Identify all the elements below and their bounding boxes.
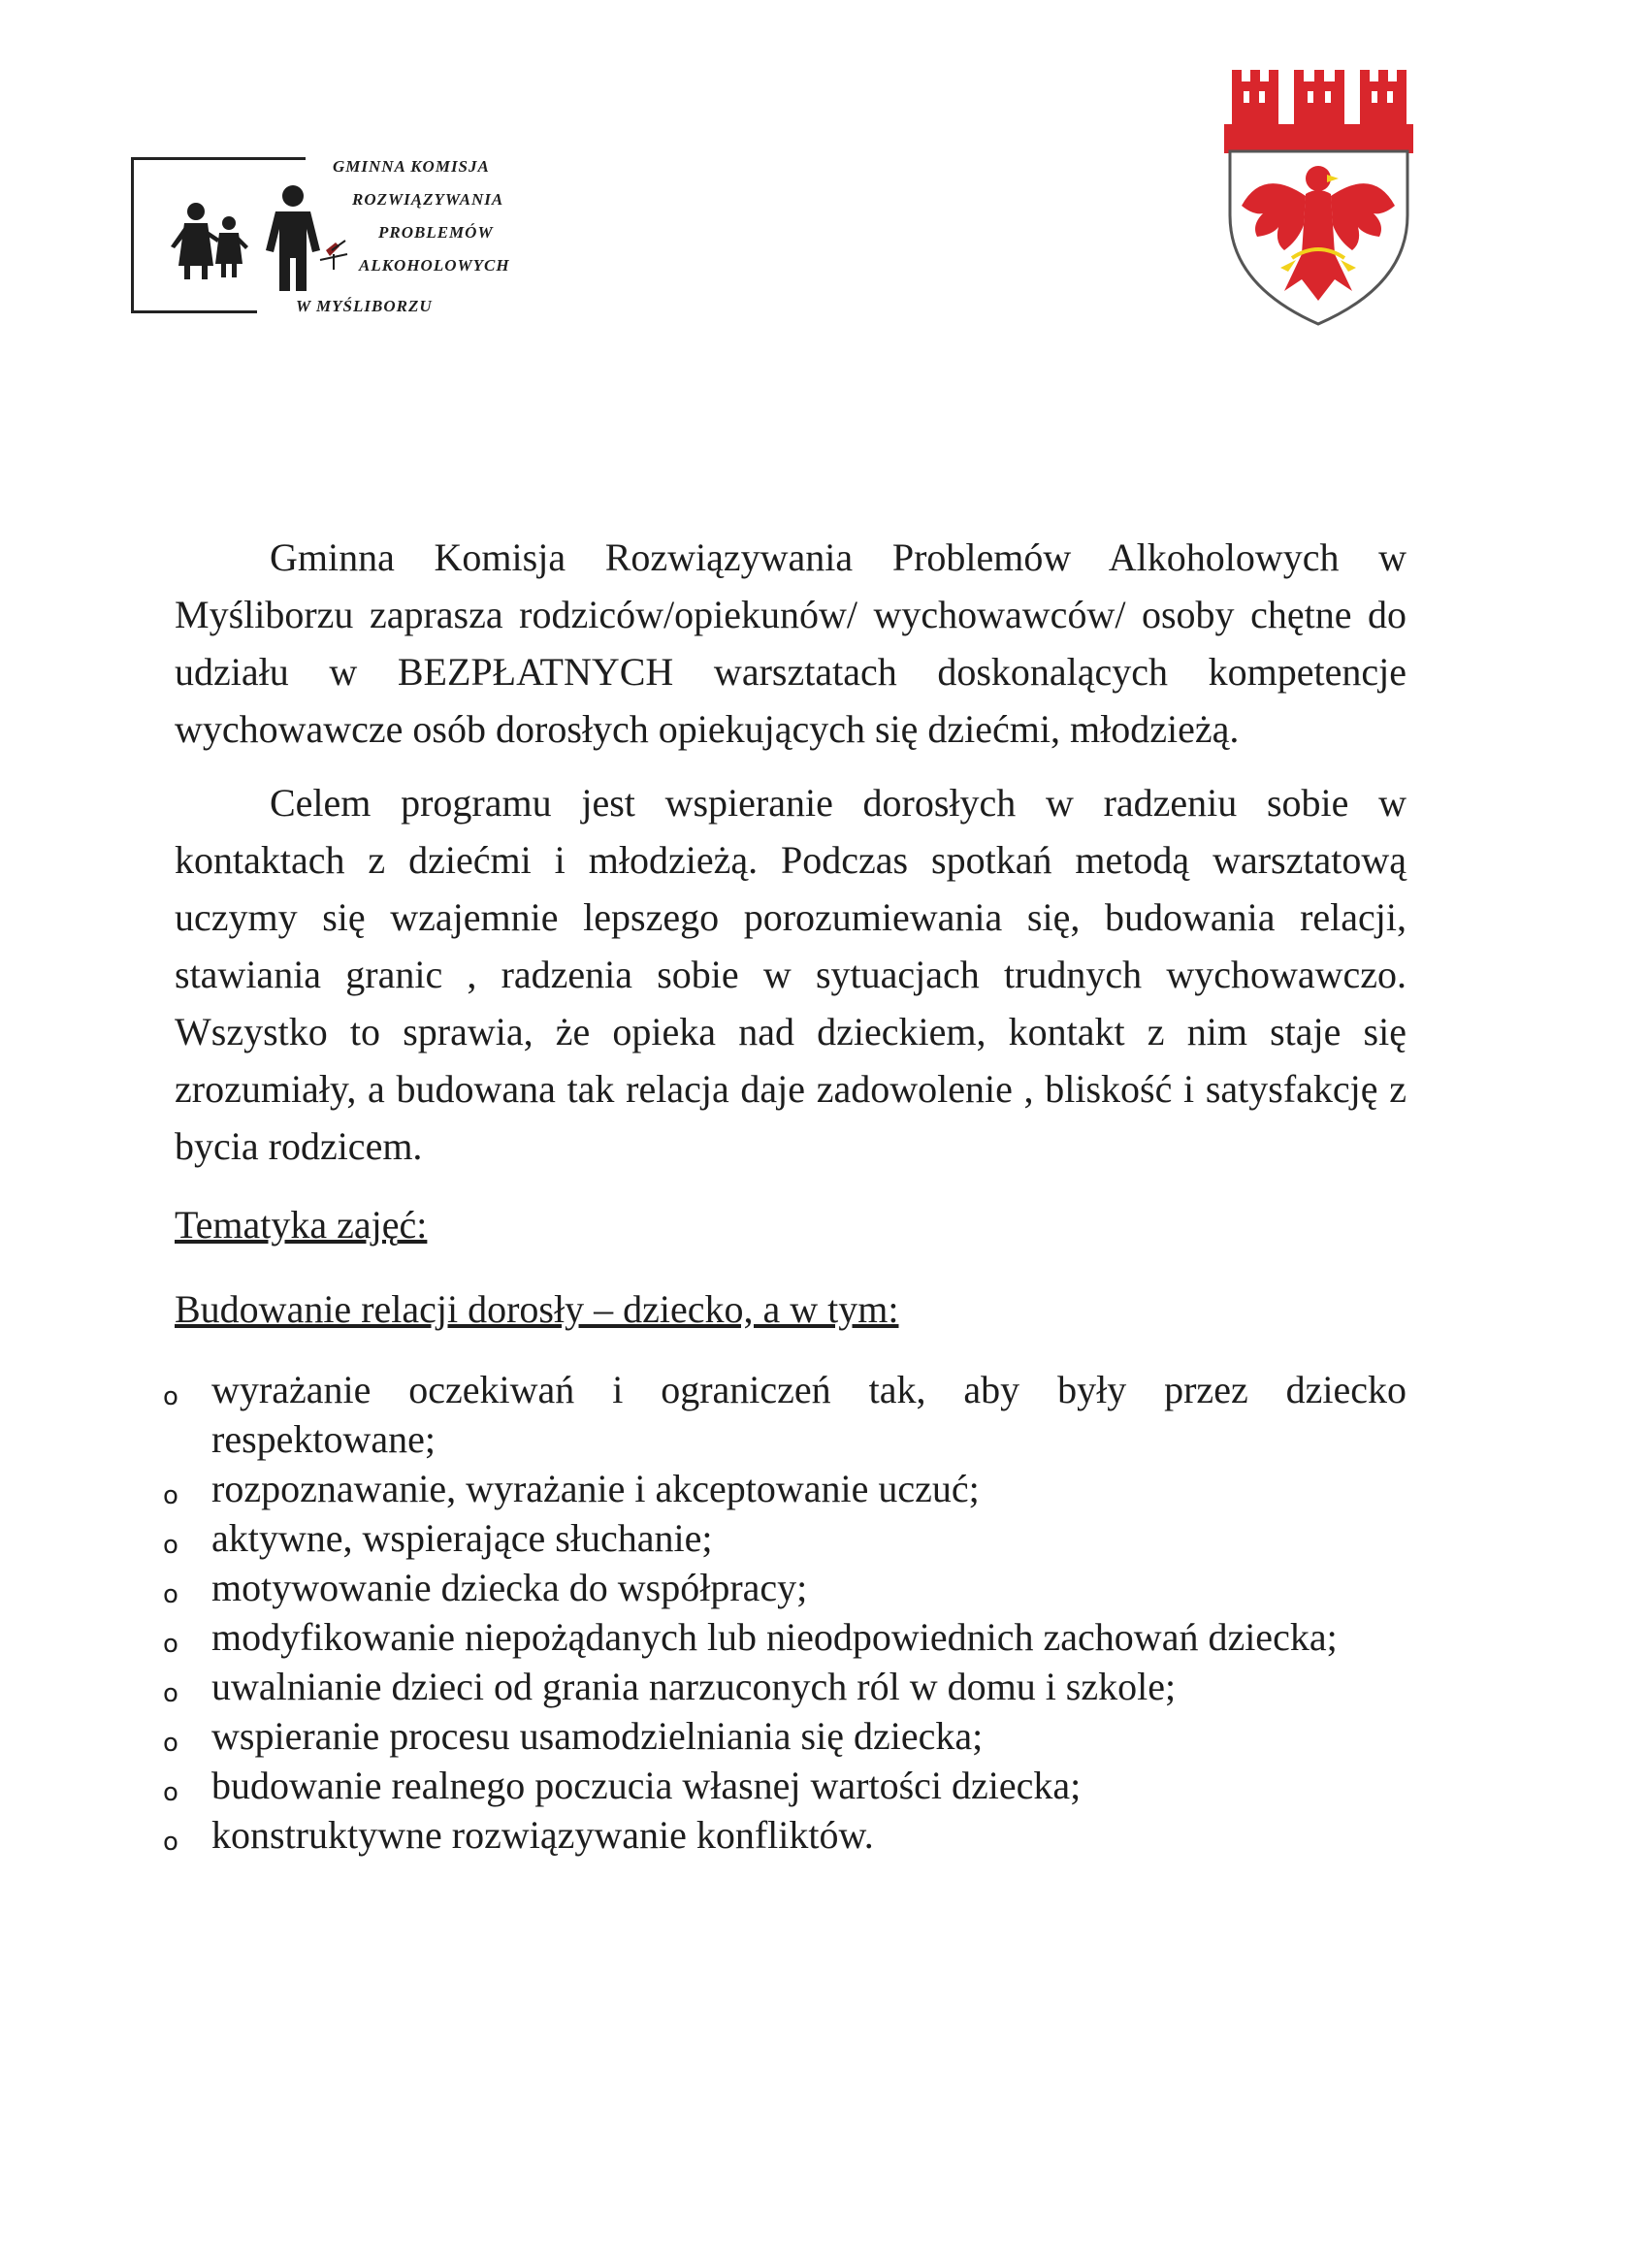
list-item <box>163 1612 1406 1662</box>
bullet-marker: o <box>163 1679 178 1708</box>
document-body <box>163 529 1406 1860</box>
list-item-text: budowanie realnego poczucia własnej wartości dziecka; <box>211 1764 1082 1807</box>
list-item-text: wspieranie procesu usamodzielniania się dziecka; <box>211 1714 984 1758</box>
bullet-marker: o <box>163 1828 178 1857</box>
list-item <box>163 1761 1406 1810</box>
list-item <box>163 1563 1406 1612</box>
list-item-text: wyrażanie oczekiwań i ograniczeń tak, aby były przez dziecko respektowane; <box>211 1368 1406 1461</box>
list-item-text: motywowanie dziecka do współpracy; <box>211 1566 808 1609</box>
list-item <box>163 1711 1406 1761</box>
bullet-marker: o <box>163 1580 178 1609</box>
list-item-text: rozpoznawanie, wyrażanie i akceptowanie uczuć; <box>211 1467 980 1510</box>
list-item-text: konstruktywne rozwiązywanie konfliktów. <box>211 1813 874 1857</box>
logo-line-3: PROBLEMÓW <box>378 223 494 242</box>
list-item <box>163 1810 1406 1860</box>
bullet-marker: o <box>163 1481 178 1510</box>
list-item <box>163 1513 1406 1563</box>
logo-line-5: W MYŚLIBORZU <box>296 297 433 315</box>
commission-logo <box>131 146 529 330</box>
topics-heading: Tematyka zajęć: <box>175 1203 428 1247</box>
list-item-text: aktywne, wspierające słuchanie; <box>211 1516 713 1560</box>
intro-paragraph: Gminna Komisja Rozwiązywania Problemów Alkoholowych w Myśliborzu zaprasza rodziców/opiekunów/ wychowawców/ osoby chętne do udziału w BEZPŁATNYCH warsztatach doskonalących kompetencje wychowawcze osób dorosłych opiekujących się dziećmi, młodzieżą. <box>175 535 1406 751</box>
list-item <box>163 1365 1406 1464</box>
list-item <box>163 1464 1406 1513</box>
topics-list <box>163 1365 1406 1860</box>
logo-frame-bottom <box>131 310 257 313</box>
list-item <box>163 1662 1406 1711</box>
coat-of-arms-eagle-icon <box>1224 70 1413 327</box>
list-item-text: uwalnianie dzieci od grania narzuconych ról w domu i szkole; <box>211 1665 1177 1708</box>
bullet-marker: o <box>163 1630 178 1659</box>
logo-frame-left <box>131 157 134 312</box>
bullet-marker: o <box>163 1531 178 1560</box>
bullet-marker: o <box>163 1729 178 1758</box>
logo-line-1: GMINNA KOMISJA <box>333 157 490 176</box>
logo-line-2: ROZWIĄZYWANIA <box>352 190 504 209</box>
list-item-text: modyfikowanie niepożądanych lub nieodpowiednich zachowań dziecka; <box>211 1615 1338 1659</box>
program-goal-paragraph: Celem programu jest wspieranie dorosłych w radzeniu sobie w kontaktach z dziećmi i młodzieżą. Podczas spotkań metodą warsztatową uczymy się wzajemnie lepszego porozumiewania się, budowania relacji, stawiania granic , radzenia sobie w sytuacjach trudnych wychowawczo. Wszystko to sprawia, że opieka nad dzieckiem, kontakt z nim staje się zrozumiały, a budowana tak relacja daje zadowolenie , bliskość i satysfakcję z bycia rodzicem. <box>175 781 1406 1168</box>
relations-heading: Budowanie relacji dorosły – dziecko, a w tym: <box>175 1287 899 1331</box>
bullet-marker: o <box>163 1382 178 1411</box>
logo-text <box>276 146 529 330</box>
logo-line-4: ALKOHOLOWYCH <box>359 256 510 275</box>
bullet-marker: o <box>163 1778 178 1807</box>
